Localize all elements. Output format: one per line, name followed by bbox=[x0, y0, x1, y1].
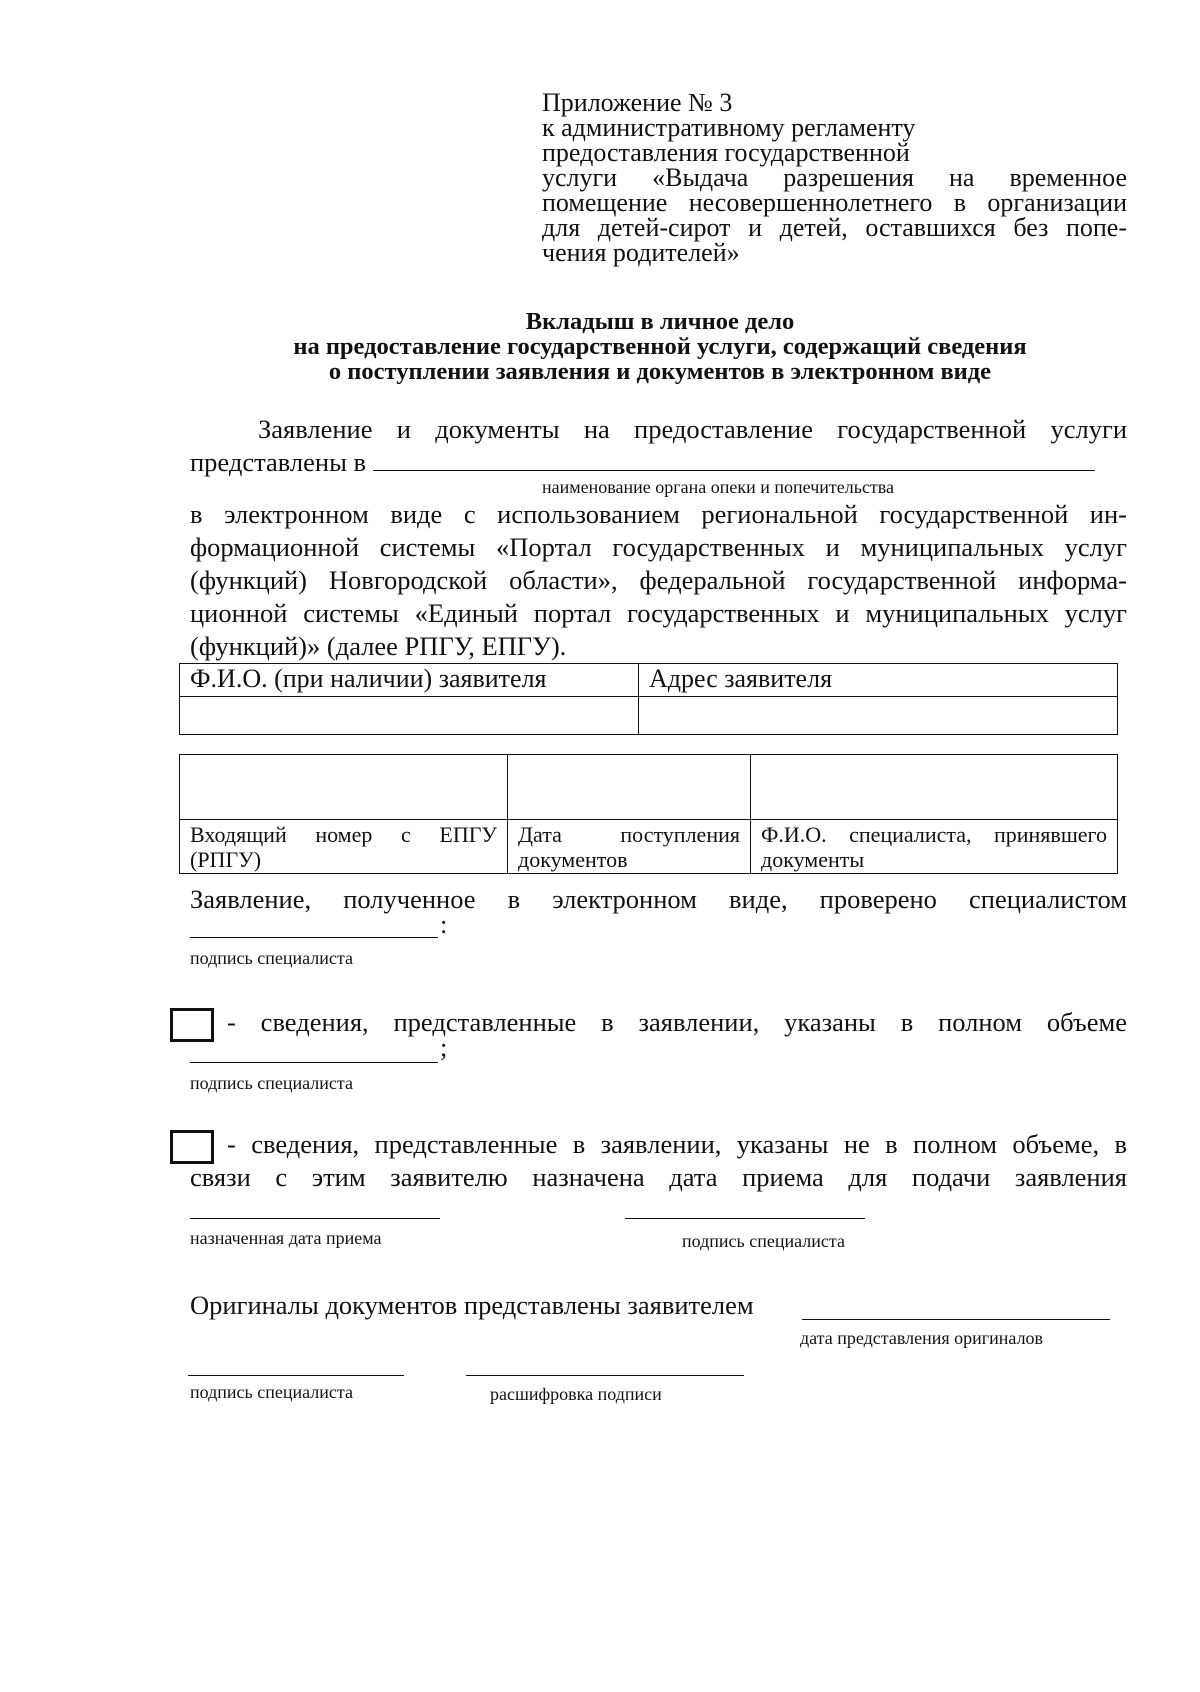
organ-caption: наименование органа опеки и попечительства bbox=[542, 477, 895, 497]
full-info-signature-line[interactable] bbox=[190, 1038, 438, 1063]
appendix-line: Приложение № 3 bbox=[542, 88, 733, 117]
title-line: на предоставление государственной услуги, содержащий сведения bbox=[293, 333, 1027, 360]
partial-signature-caption: подпись специалиста bbox=[682, 1231, 845, 1251]
header-text: (РПГУ) bbox=[190, 847, 262, 872]
intro-line: формационной системы «Портал государственных и муниципальных услуг bbox=[190, 532, 1127, 562]
intro-line: в электронном виде с использованием региональной государственной ин- bbox=[190, 499, 1127, 529]
intro-prefix: представлены в bbox=[190, 447, 367, 477]
applicant-address-header: Адрес заявителя bbox=[639, 664, 1118, 697]
appendix-block bbox=[542, 90, 1127, 265]
partial-signature-line[interactable] bbox=[625, 1198, 865, 1219]
intro-paragraph bbox=[190, 413, 1127, 663]
applicant-address-cell[interactable] bbox=[639, 697, 1118, 735]
checked-signature-caption: подпись специалиста bbox=[190, 948, 353, 968]
title-line: Вкладыш в личное дело bbox=[525, 308, 795, 335]
incoming-number-cell[interactable] bbox=[180, 755, 508, 820]
applicant-name-header: Ф.И.О. (при наличии) заявителя bbox=[180, 664, 639, 697]
intro-line: ционной системы «Единый портал государственных и муниципальных услуг bbox=[190, 598, 1127, 628]
originals-decode-line[interactable] bbox=[466, 1355, 744, 1376]
originals-date-line[interactable] bbox=[802, 1295, 1110, 1320]
receipt-date-cell[interactable] bbox=[508, 755, 751, 820]
appendix-line: к административному регламенту bbox=[542, 113, 916, 142]
header-text: Дата поступления bbox=[518, 822, 740, 847]
document-title bbox=[200, 309, 1120, 384]
appointed-date-caption: назначенная дата приема bbox=[190, 1228, 382, 1248]
originals-decode-caption: расшифровка подписи bbox=[490, 1384, 662, 1404]
header-text: Ф.И.О. специалиста, принявшего bbox=[761, 822, 1107, 847]
originals-signature-line[interactable] bbox=[188, 1355, 404, 1376]
partial-info-text-2: связи с этим заявителю назначена дата приема для подачи заявления bbox=[190, 1162, 1127, 1192]
partial-info-text: - сведения, представленные в заявлении, указаны не в полном объеме, в bbox=[227, 1129, 1127, 1159]
header-text: документы bbox=[761, 847, 865, 872]
receipt-date-header bbox=[508, 820, 751, 874]
intake-table bbox=[179, 754, 1118, 874]
specialist-name-header bbox=[751, 820, 1118, 874]
checked-colon: : bbox=[440, 909, 448, 939]
full-info-semicolon: ; bbox=[440, 1032, 448, 1062]
intro-line: (функций)» (далее РПГУ, ЕПГУ). bbox=[190, 631, 567, 661]
full-info-signature-caption: подпись специалиста bbox=[190, 1073, 353, 1093]
full-info-checkbox[interactable] bbox=[170, 1008, 214, 1042]
organ-name-field[interactable] bbox=[373, 448, 1095, 471]
intro-line-organ bbox=[190, 446, 1127, 479]
title-line: о поступлении заявления и документов в электронном виде bbox=[328, 358, 992, 385]
intro-line: (функций) Новгородской области», федеральной государственной информа- bbox=[190, 565, 1127, 595]
intro-line: Заявление и документы на предоставление государственной услуги bbox=[258, 414, 1127, 444]
checked-statement: Заявление, полученное в электронном виде, проверено специалистом bbox=[190, 884, 1127, 914]
appointed-date-line[interactable] bbox=[190, 1198, 440, 1219]
header-text: Входящий номер с ЕПГУ bbox=[190, 822, 497, 847]
incoming-number-header bbox=[180, 820, 508, 874]
originals-signature-caption: подпись специалиста bbox=[190, 1382, 353, 1402]
appendix-line: предоставления государственной bbox=[542, 138, 910, 167]
appendix-line: чения родителей» bbox=[542, 238, 740, 267]
checked-signature-line[interactable] bbox=[190, 913, 438, 938]
appendix-line: для детей-сирот и детей, оставшихся без попе- bbox=[542, 213, 1127, 242]
partial-info-checkbox[interactable] bbox=[170, 1130, 214, 1164]
applicant-name-cell[interactable] bbox=[180, 697, 639, 735]
originals-text: Оригиналы документов представлены заявителем bbox=[190, 1290, 754, 1320]
header-text: документов bbox=[518, 847, 628, 872]
appendix-line: услуги «Выдача разрешения на временное bbox=[542, 163, 1127, 192]
appendix-line: помещение несовершеннолетнего в организации bbox=[542, 188, 1127, 217]
applicant-table bbox=[179, 663, 1118, 735]
originals-date-caption: дата представления оригиналов bbox=[800, 1328, 1044, 1348]
full-info-text: - сведения, представленные в заявлении, указаны в полном объеме bbox=[227, 1007, 1127, 1037]
specialist-name-cell[interactable] bbox=[751, 755, 1118, 820]
